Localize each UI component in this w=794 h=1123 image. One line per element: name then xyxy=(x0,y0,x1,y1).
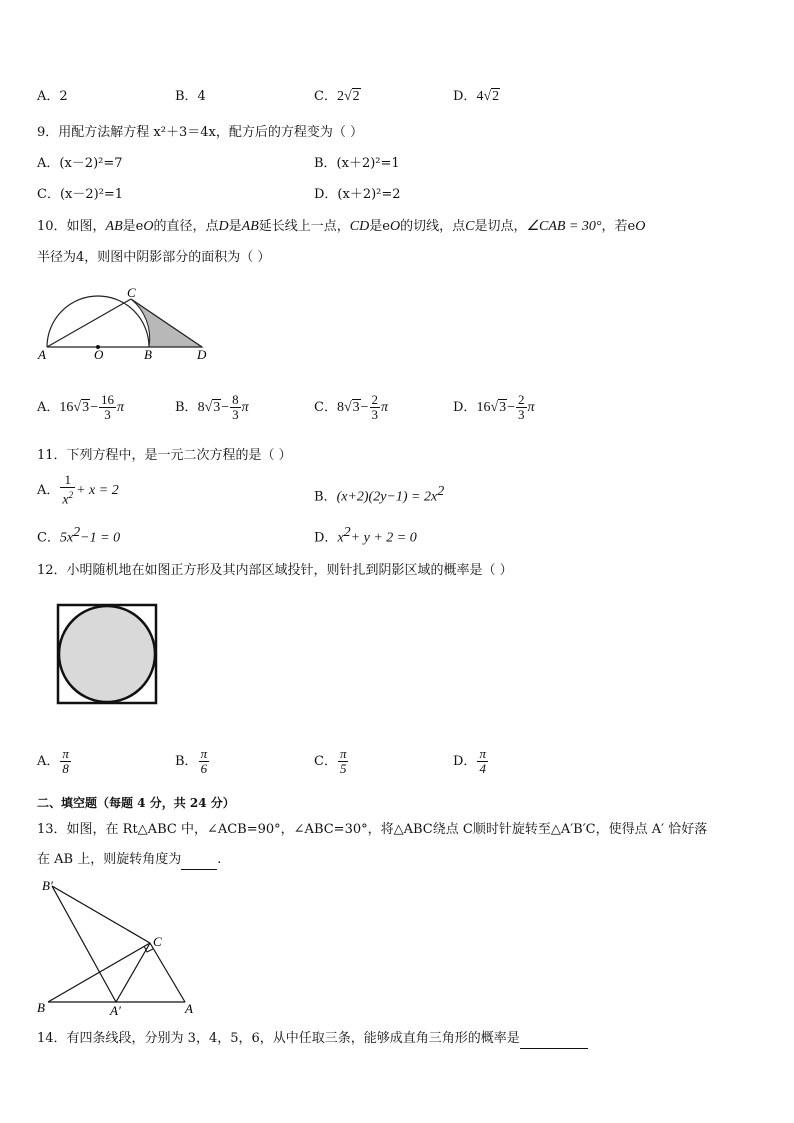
q9-option-a: A．(x－2)²=7 xyxy=(37,156,123,171)
shaded-circle xyxy=(59,606,155,702)
numerator: 2 xyxy=(518,392,525,407)
exponent: 2 xyxy=(343,525,351,540)
text: 的直径，点 xyxy=(153,219,219,234)
denominator: 3 xyxy=(371,407,379,422)
expr-rest: −1 = 0 xyxy=(80,530,121,546)
fraction xyxy=(516,393,527,422)
option-label: A． xyxy=(37,400,60,415)
var-ab: AB xyxy=(105,219,123,234)
radicand: 3 xyxy=(499,400,507,415)
line-ca xyxy=(150,943,185,1002)
expr-rest: + y + 2 = 0 xyxy=(350,530,417,546)
var-o: O xyxy=(635,219,646,234)
radical-coef: 8 xyxy=(336,400,344,415)
numerator: 16 xyxy=(100,392,114,407)
numerator: π xyxy=(200,746,208,761)
expr: (x+2)(2y−1) = 2x xyxy=(336,489,438,505)
numerator: 2 xyxy=(371,392,379,407)
radical-coef: 8 xyxy=(197,400,205,415)
text: 在 AB 上，则旋转角度为 xyxy=(37,852,182,867)
text: 是切点， xyxy=(474,219,527,234)
q10-option-d xyxy=(453,390,535,426)
radicand: 3 xyxy=(82,400,90,415)
option-label: A． xyxy=(37,754,60,769)
q10-stem-line2: 半径为4，则图中阴影部分的面积为（ ） xyxy=(37,250,271,265)
var-cd: CD xyxy=(349,219,370,234)
circle-symbol: e xyxy=(382,219,390,234)
numerator: π xyxy=(479,746,486,761)
q14-stem xyxy=(37,1030,588,1049)
label-b: B xyxy=(37,1000,45,1015)
sqrt-sign: √ xyxy=(73,400,82,415)
exponent: 2 xyxy=(68,490,74,501)
section-title: 二、填空题（每题 4 分，共 24 分） xyxy=(37,796,235,810)
denominator: 5 xyxy=(339,761,347,776)
radicand: 3 xyxy=(352,400,360,415)
label-c: C xyxy=(153,934,162,949)
q12-square-circle-figure xyxy=(56,603,160,707)
label-a: A xyxy=(38,347,46,362)
expr: x xyxy=(337,530,344,546)
fraction xyxy=(99,393,116,422)
label-d: D xyxy=(197,347,207,362)
radical-coef: 2 xyxy=(336,89,344,104)
fraction xyxy=(338,747,349,776)
fraction xyxy=(60,747,71,776)
var-c: C xyxy=(465,219,475,234)
q10-option-b xyxy=(175,390,249,426)
circle-symbol: e xyxy=(627,219,636,234)
var-o: O xyxy=(389,219,401,234)
q9-option-d: D．(x＋2)²=2 xyxy=(314,187,401,202)
fraction xyxy=(477,747,488,776)
radical-coef: 16 xyxy=(476,400,491,415)
q8-option-c xyxy=(314,88,361,106)
label-a: A xyxy=(185,1001,193,1016)
text: 10．如图， xyxy=(37,219,106,234)
minus-sign: − xyxy=(507,400,516,415)
circle-symbol: e xyxy=(135,219,144,234)
denominator: 6 xyxy=(200,761,208,776)
expr: 5x xyxy=(59,530,74,546)
q11-stem: 11．下列方程中，是一元二次方程的是（ ） xyxy=(37,448,292,463)
q12-option-d xyxy=(453,744,489,780)
option-label: D． xyxy=(453,400,477,415)
label-o: O xyxy=(94,347,104,362)
q13-rotation-figure xyxy=(30,874,205,1019)
text: 延长线上一点， xyxy=(258,219,350,234)
q10-stem-line1 xyxy=(37,218,645,236)
var-ab: AB xyxy=(241,219,259,234)
fraction xyxy=(370,393,381,422)
label-b: B xyxy=(144,347,152,362)
option-label: A． xyxy=(37,483,60,498)
option-label: B． xyxy=(175,754,198,769)
pi-symbol: π xyxy=(116,400,124,415)
numerator: π xyxy=(62,746,69,761)
line-bprime-c xyxy=(52,886,150,943)
denominator: 8 xyxy=(62,761,69,776)
sqrt-sign: √ xyxy=(343,89,352,104)
radicand: 3 xyxy=(213,400,221,415)
q10-semicircle-figure xyxy=(30,285,220,365)
denominator: 3 xyxy=(232,407,239,422)
exponent: 2 xyxy=(437,484,445,499)
minus-sign: − xyxy=(221,400,230,415)
radical-coef: 4 xyxy=(476,89,484,104)
answer-blank[interactable] xyxy=(520,1030,588,1049)
sqrt-sign: √ xyxy=(343,400,352,415)
q9-option-b: B．(x＋2)²=1 xyxy=(314,156,400,171)
q8-option-a: A．2 xyxy=(37,89,68,104)
q12-option-c xyxy=(314,744,349,780)
q10-option-c xyxy=(314,390,388,426)
expr-rest: + x = 2 xyxy=(76,483,119,498)
option-label: B． xyxy=(175,400,198,415)
option-label: D． xyxy=(453,89,477,104)
line-bprime-aprime xyxy=(52,886,116,1002)
pi-symbol: π xyxy=(381,400,389,415)
semicircle-arc xyxy=(47,296,149,347)
label-bprime: B′ xyxy=(42,878,53,893)
answer-blank[interactable] xyxy=(181,851,217,870)
pi-symbol: π xyxy=(527,400,535,415)
denominator: 4 xyxy=(479,761,486,776)
q9-option-c: C．(x－2)²=1 xyxy=(37,187,124,202)
fraction xyxy=(230,393,241,422)
label-aprime: A′ xyxy=(110,1003,121,1018)
q12-option-b xyxy=(175,744,210,780)
q11-option-a xyxy=(37,473,119,509)
option-label: C． xyxy=(314,89,337,104)
q13-stem-line2 xyxy=(37,851,221,870)
numerator: 8 xyxy=(232,392,239,407)
q8-option-d xyxy=(453,88,500,106)
var-d: D xyxy=(218,219,229,234)
denominator xyxy=(60,488,75,508)
radical-coef: 16 xyxy=(59,400,74,415)
sqrt-sign: √ xyxy=(204,400,213,415)
q11-option-c xyxy=(37,524,120,547)
angle-expr: ∠CAB = 30° xyxy=(526,219,602,234)
var-o: O xyxy=(143,219,154,234)
text: 是 xyxy=(228,219,242,234)
option-label: C． xyxy=(37,530,60,546)
numerator: π xyxy=(339,746,347,761)
label-c: C xyxy=(127,285,136,300)
q11-option-d xyxy=(314,524,417,547)
q12-stem: 12．小明随机地在如图正方形及其内部区域投针，则针扎到阴影区域的概率是（ ） xyxy=(37,563,513,578)
fraction xyxy=(199,747,210,776)
fraction xyxy=(60,473,75,508)
option-label: C． xyxy=(314,400,337,415)
text: . xyxy=(217,852,222,867)
text: 是 xyxy=(369,219,383,234)
text: ，若 xyxy=(601,219,628,234)
chord-ac xyxy=(47,299,131,347)
q8-option-b: B．4 xyxy=(175,89,206,104)
option-label: D． xyxy=(314,530,338,546)
minus-sign: − xyxy=(90,400,98,415)
q11-option-b xyxy=(314,483,444,506)
pi-symbol: π xyxy=(241,400,249,415)
line-bc xyxy=(48,943,150,1002)
radicand: 2 xyxy=(352,89,360,104)
denominator: 3 xyxy=(518,407,525,422)
q12-option-a xyxy=(37,744,72,780)
text: 是 xyxy=(122,219,136,234)
q10-option-a xyxy=(37,390,124,426)
line-aprime-c xyxy=(116,943,150,1002)
sqrt-sign: √ xyxy=(490,400,499,415)
denominator-base: x xyxy=(62,492,69,508)
sqrt-sign: √ xyxy=(483,89,492,104)
exponent: 2 xyxy=(73,525,81,540)
option-label: D． xyxy=(453,754,477,769)
text: 14．有四条线段，分别为 3，4，5，6，从中任取三条，能够成直角三角形的概率是 xyxy=(37,1031,520,1046)
q9-stem: 9．用配方法解方程 x²＋3＝4x，配方后的方程变为（ ） xyxy=(37,125,363,140)
denominator: 3 xyxy=(104,407,111,422)
option-label: B． xyxy=(314,489,337,505)
option-label: C． xyxy=(314,754,337,769)
minus-sign: − xyxy=(360,400,369,415)
numerator: 1 xyxy=(60,473,75,488)
radicand: 2 xyxy=(492,89,500,104)
text: 的切线，点 xyxy=(400,219,466,234)
q13-stem-line1: 13．如图，在 Rt△ABC 中，∠ACB=90°，∠ABC=30°，将△ABC绕点 C顺时针旋转至△A′B′C，使得点 A′ 恰好落 xyxy=(37,822,708,837)
